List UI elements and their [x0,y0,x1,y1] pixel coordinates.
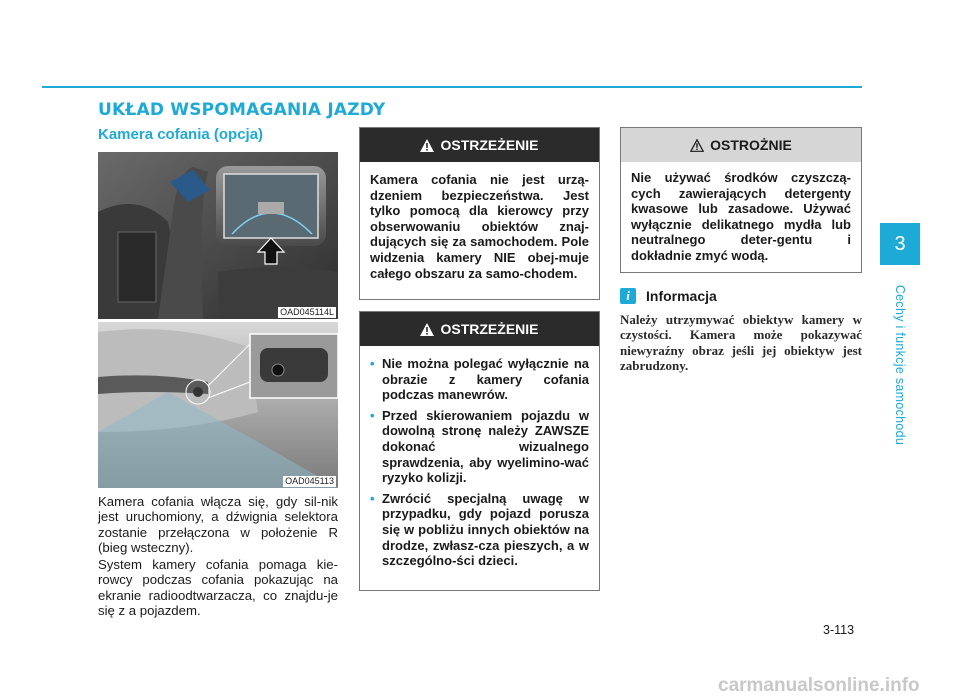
info-text: Należy utrzymywać obiektyw kamery w czystości. Kamera może pokazywać niewyraźny obraz jeśli jej obiektyw jest zabrudzony. [620,312,862,374]
bullet-icon: • [370,407,375,423]
caution-header [621,128,861,162]
info-heading [620,288,717,304]
warning-text: Kamera cofania nie jest urzą-dzeniem bezpieczeństwa. Jest tylko pomocą dla kierowcy przy obserwowaniu obiektów znaj-dujących się za samochodem. Pole widzenia kamery NIE obej-muje całego obszaru za samo-chodem. [370,172,589,281]
warning-box [359,127,600,300]
chapter-title: Cechy i funkcje samochodu [893,284,907,446]
warning-header [360,128,599,162]
body-paragraph: System kamery cofania pomaga kie-rowcy podczas cofania pokazując na ekranie radioodtwarzacza, co znajdu-je się z a pojazdem. [98,557,338,619]
info-title: Informacja [646,288,717,304]
caution-box [620,127,862,273]
caution-text: Nie używać środków czyszczą-cych zawierających detergenty kwasowe lub zasadowe. Używać wyłącznie delikatnego mydła lub neutralnego deter-gentu i dokładnie zmyć wodą. [631,170,851,263]
caution-triangle-icon [690,139,704,152]
list-item: • Nie można polegać wyłącznie na obrazie z kamery cofania podczas manewrów. [370,356,589,403]
info-icon: i [620,288,636,304]
warning-bullet-list [370,356,589,569]
bullet-icon: • [370,356,375,371]
warning-triangle-icon [420,139,434,152]
bullet-icon: • [370,490,375,506]
footer-watermark: carmanualsonline.info [718,675,920,696]
warning-header [360,312,599,346]
rear-camera-illustration [98,322,338,488]
figure-code: OAD045113 [285,476,334,486]
warning-title: OSTRZEŻENIE [440,321,539,337]
body-paragraph: Kamera cofania włącza się, gdy sil-nik jest uruchomiony, a dźwignia selektora zostanie przełączona w położenie R (bieg wsteczny). [98,494,338,556]
caution-title: OSTROŻNIE [710,137,792,153]
figure-gear-selector [98,152,338,319]
page-subtitle: Kamera cofania (opcja) [98,126,264,143]
warning-title: OSTRZEŻENIE [440,137,539,153]
gear-selector-illustration [98,152,338,319]
list-item: • Przed skierowaniem pojazdu w dowolną stronę należy ZAWSZE dokonać wizualnego sprawdzenia, aby wyelimino-wać ryzyko kolizji. [370,407,589,486]
figure-rear-camera [98,322,338,488]
chapter-tab: 3 [880,223,920,265]
section-title: UKŁAD WSPOMAGANIA JAZDY [98,100,386,120]
figure-code: OAD045114L [280,307,334,317]
warning-box [359,311,600,591]
list-item: • Zwrócić specjalną uwagę w przypadku, gdy pojazd porusza się w pobliżu innych obiektów na drodze, zwłasz-cza pieszych, a w szczególno-ści dzieci. [370,490,589,569]
top-rule [42,86,862,88]
warning-triangle-icon [420,323,434,336]
page-number: 3-113 [823,623,855,637]
